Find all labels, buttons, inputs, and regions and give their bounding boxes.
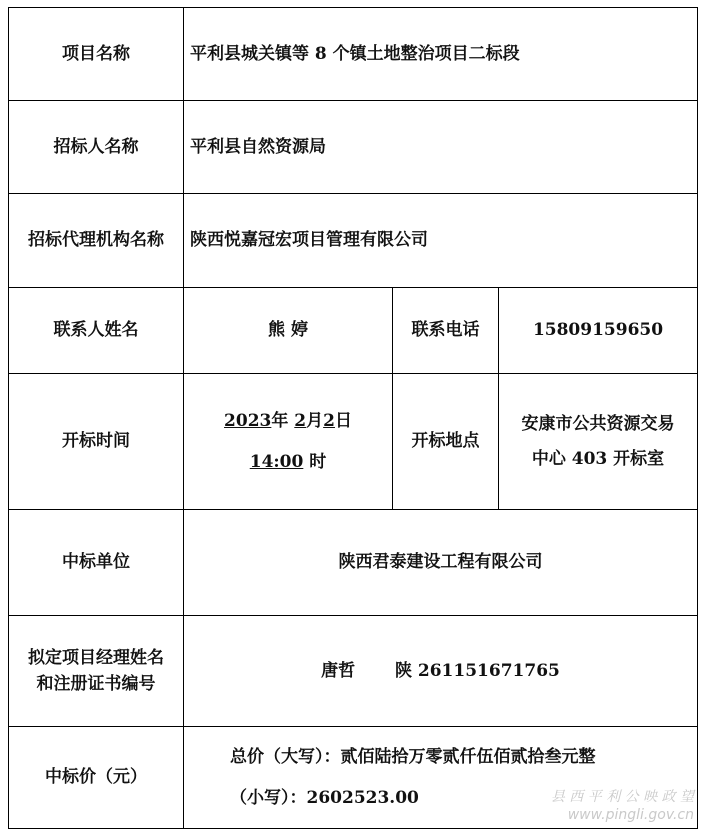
opening-year-unit: 年 xyxy=(271,411,289,432)
row-project-name xyxy=(9,8,698,101)
price-upper: 总价（大写）：贰佰陆拾万零贰仟伍佰贰拾叁元整 xyxy=(230,747,596,768)
agency-value: 陕西悦嘉冠宏项目管理有限公司 xyxy=(184,194,698,288)
price-lower: （小写）：2602523.00 xyxy=(230,787,419,808)
manager-name: 唐哲 xyxy=(321,660,356,681)
row-winner xyxy=(9,510,698,616)
row-contact xyxy=(9,288,698,374)
tenderer-label: 招标人名称 xyxy=(9,101,184,194)
opening-place-line1: 安康市公共资源交易 xyxy=(521,414,675,435)
manager-label-line1: 拟定项目经理姓名 xyxy=(28,647,164,668)
project-name-label: 项目名称 xyxy=(9,8,184,101)
contact-name: 熊 婷 xyxy=(184,288,393,374)
tenderer-value: 平利县自然资源局 xyxy=(184,101,698,194)
project-name-value: 平利县城关镇等 8 个镇土地整治项目二标段 xyxy=(184,8,698,101)
opening-hour xyxy=(190,449,386,475)
opening-month-unit: 月 xyxy=(306,411,324,432)
bid-result-table xyxy=(8,7,698,829)
row-opening xyxy=(9,374,698,510)
opening-clock: 14:00 xyxy=(249,451,304,472)
watermark-line1: 县 西 平 利 公 映 政 望 xyxy=(550,789,694,805)
opening-day: 2 xyxy=(323,411,335,432)
watermark-line2: www.pingli.gov.cn xyxy=(567,806,694,823)
phone-label: 联系电话 xyxy=(393,288,499,374)
manager-label-line2: 和注册证书编号 xyxy=(36,674,156,694)
manager-cert: 陕 261151671765 xyxy=(394,660,560,681)
manager-label xyxy=(9,616,184,727)
opening-month: 2 xyxy=(294,411,307,432)
opening-place-value xyxy=(499,374,698,510)
opening-date xyxy=(190,408,386,434)
opening-time-value xyxy=(184,374,393,510)
opening-place-line2: 中心 403 开标室 xyxy=(531,448,665,469)
opening-clock-unit: 时 xyxy=(309,451,327,472)
opening-year: 2023 xyxy=(224,411,272,432)
manager-value xyxy=(184,616,698,727)
agency-label: 招标代理机构名称 xyxy=(9,194,184,288)
price-label: 中标价（元） xyxy=(9,727,184,829)
row-tenderer xyxy=(9,101,698,194)
opening-place-label: 开标地点 xyxy=(393,374,499,510)
contact-label: 联系人姓名 xyxy=(9,288,184,374)
row-agency xyxy=(9,194,698,288)
opening-day-unit: 日 xyxy=(334,411,352,432)
phone-value: 15809159650 xyxy=(499,288,698,374)
winner-label: 中标单位 xyxy=(9,510,184,616)
opening-time-label: 开标时间 xyxy=(9,374,184,510)
winner-value: 陕西君泰建设工程有限公司 xyxy=(184,510,698,616)
site-watermark xyxy=(551,789,694,824)
row-manager xyxy=(9,616,698,727)
